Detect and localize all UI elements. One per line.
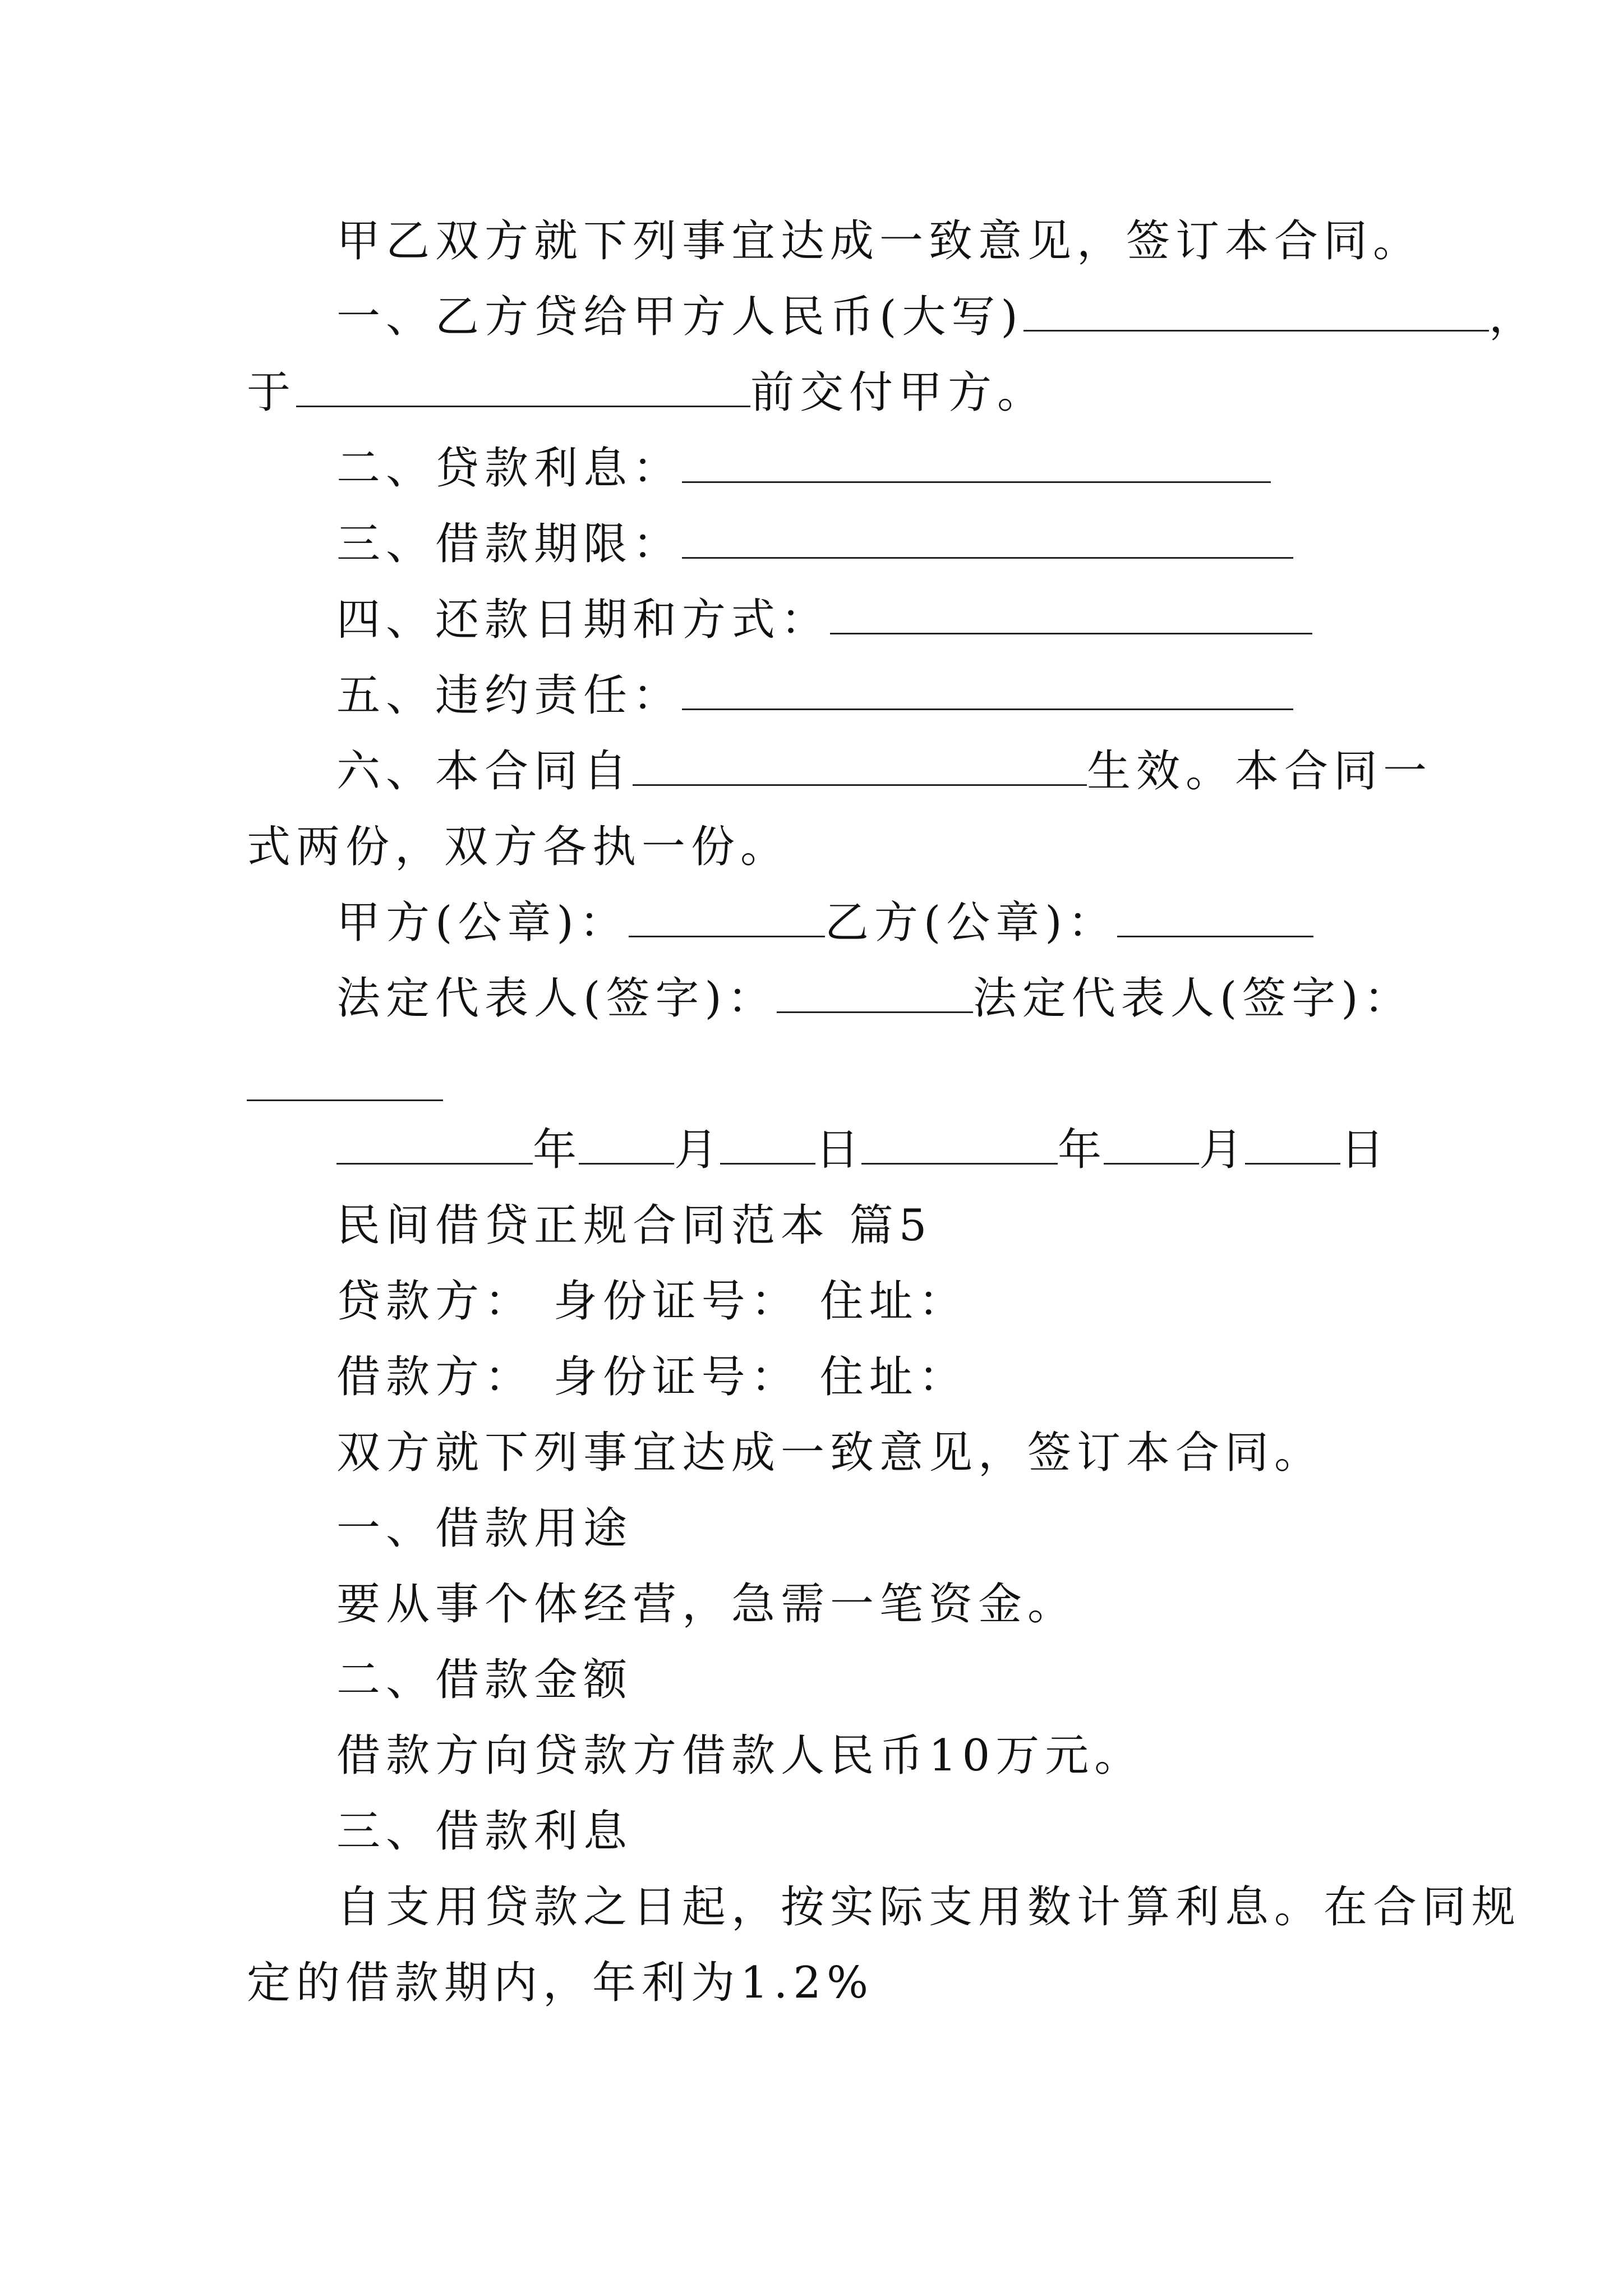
clause-5-liability: 五、违约责任：: [336, 668, 1293, 724]
delivery-date-blank[interactable]: [296, 369, 750, 407]
interest-blank[interactable]: [682, 444, 1271, 483]
party-a-day-blank[interactable]: [720, 1126, 815, 1165]
party-b-month-blank[interactable]: [1104, 1126, 1199, 1165]
signing-dates: 年 月 日 年 月 日: [336, 1122, 1386, 1178]
party-a-month-blank[interactable]: [579, 1126, 674, 1165]
party-a-rep-blank[interactable]: [777, 974, 973, 1013]
loan-amount-text: 借款方向贷款方借款人民币10万元。: [336, 1731, 1144, 1781]
party-a-year-blank[interactable]: [336, 1126, 533, 1165]
clause-4-repayment: 四、还款日期和方式：: [336, 592, 1312, 648]
loan-interest-rate: 定的借款期内，年利为1.2%: [247, 1958, 874, 2008]
heading-loan-purpose: 一、借款用途: [336, 1503, 633, 1554]
liability-blank[interactable]: [682, 671, 1293, 710]
borrower-info: 借款方： 身份证号： 住址：: [336, 1352, 968, 1402]
legal-representatives: 法定代表人(签字)： 法定代表人(签字)：: [336, 973, 1413, 1024]
section-title: 民间借贷正规合同范本 篇5: [336, 1200, 933, 1251]
heading-loan-amount: 二、借款金额: [336, 1655, 633, 1705]
party-b-day-blank[interactable]: [1245, 1126, 1340, 1165]
clause-3-term: 三、借款期限：: [336, 516, 1293, 572]
amount-blank[interactable]: [1023, 293, 1489, 332]
clause-6-effective: 六、本合同自 生效。本合同一: [336, 746, 1433, 797]
party-b-year-blank[interactable]: [861, 1126, 1058, 1165]
loan-purpose-text: 要从事个体经营，急需一笔资金。: [336, 1579, 1077, 1630]
party-b-rep-blank[interactable]: [247, 1099, 443, 1101]
agreement-statement: 双方就下列事宜达成一致意见，签订本合同。: [336, 1428, 1324, 1478]
clause-6-copies: 式两份，双方各执一份。: [247, 822, 790, 872]
agreement-intro: 甲乙双方就下列事宜达成一致意见，签订本合同。: [336, 216, 1423, 266]
party-a-seal-blank[interactable]: [629, 899, 825, 937]
term-blank[interactable]: [682, 520, 1293, 559]
clause-1-amount: 一、乙方贷给甲方人民币(大写) ，: [336, 292, 1538, 342]
lender-info: 贷款方： 身份证号： 住址：: [336, 1276, 968, 1327]
heading-loan-interest: 三、借款利息: [336, 1806, 633, 1857]
loan-interest-text: 自支用贷款之日起，按实际支用数计算利息。在合同规: [336, 1882, 1521, 1932]
party-b-seal-blank[interactable]: [1117, 899, 1313, 937]
clause-1-delivery: 于 前交付甲方。: [247, 367, 1047, 418]
party-seals: 甲方(公章)： 乙方(公章)：: [336, 895, 1313, 951]
clause-2-interest: 二、贷款利息：: [336, 440, 1271, 496]
effective-date-blank[interactable]: [633, 747, 1087, 786]
repayment-blank[interactable]: [830, 596, 1312, 634]
